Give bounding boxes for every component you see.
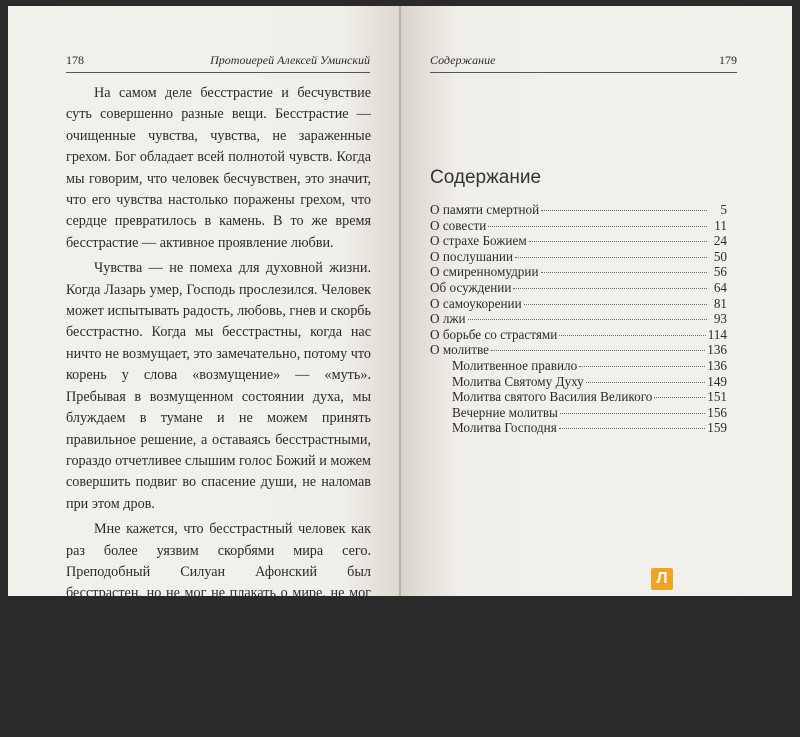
toc-entry-title: О самоукорении bbox=[430, 295, 522, 311]
toc-list bbox=[430, 202, 727, 436]
toc-entry-title: Об осуждении bbox=[430, 279, 512, 295]
toc-entry bbox=[430, 311, 727, 327]
left-running-title: Протоиерей Алексей Уминский bbox=[210, 53, 370, 67]
toc-entry-page: 149 bbox=[707, 373, 727, 389]
toc-entry-title: Молитва святого Василия Великого bbox=[452, 389, 653, 405]
right-running-head bbox=[430, 53, 737, 68]
toc-entry-title: О страхе Божием bbox=[430, 233, 527, 249]
toc-entry-page: 151 bbox=[707, 389, 727, 405]
paragraph: Чувства — не помеха для духовной жизни. Когда Лазарь умер, Господь прослезился. Человек может испытывать радость, любовь, гнев и скорбь бесстрастно. Когда мы бесстрастны, когда нас ничто не возмущает, это замечательно, потому что корень у слова «возмущение» — «муть». Пребывая в возмущенном состоянии духа, мы блуждаем в тумане и не можем принять правильное решение, а оставаясь бесстрастными, гораздо отчетливее слышим голос Божий и можем совершить подвиг во спасение души, не наломав при этом дров. bbox=[66, 260, 371, 512]
toc-entry-page: 50 bbox=[713, 248, 727, 264]
toc-entry bbox=[430, 420, 727, 436]
right-header-rule bbox=[430, 72, 737, 73]
toc-leader-dots bbox=[491, 350, 705, 351]
toc-leader-dots bbox=[468, 319, 707, 320]
right-page-number: 179 bbox=[719, 53, 737, 67]
left-page-number: 178 bbox=[66, 53, 84, 67]
toc-entry bbox=[430, 327, 727, 343]
left-header-rule bbox=[66, 72, 370, 73]
left-running-head bbox=[66, 53, 370, 68]
toc-entry-title: Молитвенное правило bbox=[452, 357, 578, 373]
toc-entry-page: 136 bbox=[707, 342, 727, 358]
publisher-logo: Л bbox=[651, 568, 673, 590]
toc-leader-dots bbox=[541, 210, 707, 211]
toc-entry bbox=[430, 249, 727, 265]
toc-entry bbox=[430, 389, 727, 405]
toc-entry-page: 93 bbox=[713, 311, 727, 327]
toc-leader-dots bbox=[524, 304, 707, 305]
toc-entry-title: Вечерние молитвы bbox=[452, 404, 558, 420]
toc-entry-page: 56 bbox=[713, 264, 727, 280]
toc-entry-page: 159 bbox=[707, 420, 727, 436]
toc-entry bbox=[430, 233, 727, 249]
toc-entry-page: 81 bbox=[713, 295, 727, 311]
toc-entry-title: О смиренномудрии bbox=[430, 264, 539, 280]
toc-entry-title: О лжи bbox=[430, 311, 466, 327]
toc-entry bbox=[430, 405, 727, 421]
toc-entry-page: 5 bbox=[720, 202, 727, 217]
toc-entry bbox=[430, 202, 727, 218]
toc-entry-title: О памяти смертной bbox=[430, 202, 540, 217]
toc-leader-dots bbox=[559, 335, 705, 336]
toc-entry-title: Молитва Господня bbox=[452, 420, 557, 436]
toc-entry-page: 136 bbox=[707, 357, 727, 373]
toc-entry bbox=[430, 296, 727, 312]
toc-leader-dots bbox=[488, 226, 707, 227]
toc-leader-dots bbox=[559, 428, 705, 429]
toc-entry-page: 24 bbox=[713, 233, 727, 249]
toc-entry-page: 156 bbox=[707, 404, 727, 420]
toc-leader-dots bbox=[515, 257, 707, 258]
toc-entry bbox=[430, 280, 727, 296]
toc-leader-dots bbox=[579, 366, 705, 367]
paragraph: На самом деле бесстрастие и бесчувствие суть совершенно разные вещи. Бесстрастие — очищенные чувства, чувства, не зараженные грехом. Бог обладает всей полнотой чувств. Когда мы говорим, что человек бесчувствен, это значит, что его чувства настолько поражены грехом, что сердце превратилось в камень. В то же время бесстрастие — активное проявление любви. bbox=[66, 85, 371, 251]
toc-entry-page: 64 bbox=[713, 279, 727, 295]
book-gutter bbox=[399, 6, 401, 596]
toc-entry-page: 11 bbox=[714, 217, 727, 233]
toc-leader-dots bbox=[541, 272, 707, 273]
toc-entry-title: О молитве bbox=[430, 342, 489, 358]
toc-entry bbox=[430, 264, 727, 280]
toc-entry-title: О совести bbox=[430, 217, 487, 233]
toc-entry bbox=[430, 374, 727, 390]
toc-entry bbox=[430, 218, 727, 234]
right-running-title: Содержание bbox=[430, 53, 496, 67]
left-body-text bbox=[66, 83, 371, 737]
toc-leader-dots bbox=[513, 288, 707, 289]
right-page bbox=[400, 6, 792, 596]
toc-leader-dots bbox=[529, 241, 707, 242]
toc-entry-title: Молитва Святому Духу bbox=[452, 373, 584, 389]
toc-entry-page: 114 bbox=[707, 326, 727, 342]
toc-entry bbox=[430, 358, 727, 374]
paragraph: Мне кажется, что бесстрастный человек как раз более уязвим скорбями мира сего. Преподобный Силуан Афонский был бесстрастен, но не мог не плакать о мире, не мог не молиться о нем «до крови». Он говорил: «Молиться — значит кровь проливать». Его любовь была подобна открытой незаживающей ране. Правда, ему довелось пройти через многочисленные искушения, прежде чем это наконец произошло... bbox=[66, 521, 371, 730]
toc-entry-title: О послушании bbox=[430, 248, 514, 264]
toc-leader-dots bbox=[654, 397, 705, 398]
toc-leader-dots bbox=[560, 413, 705, 414]
toc-entry bbox=[430, 342, 727, 358]
toc-entry-title: О борьбе со страстями bbox=[430, 326, 558, 342]
left-page bbox=[8, 6, 400, 730]
toc-leader-dots bbox=[586, 382, 705, 383]
toc-heading: Содержание bbox=[430, 167, 542, 188]
